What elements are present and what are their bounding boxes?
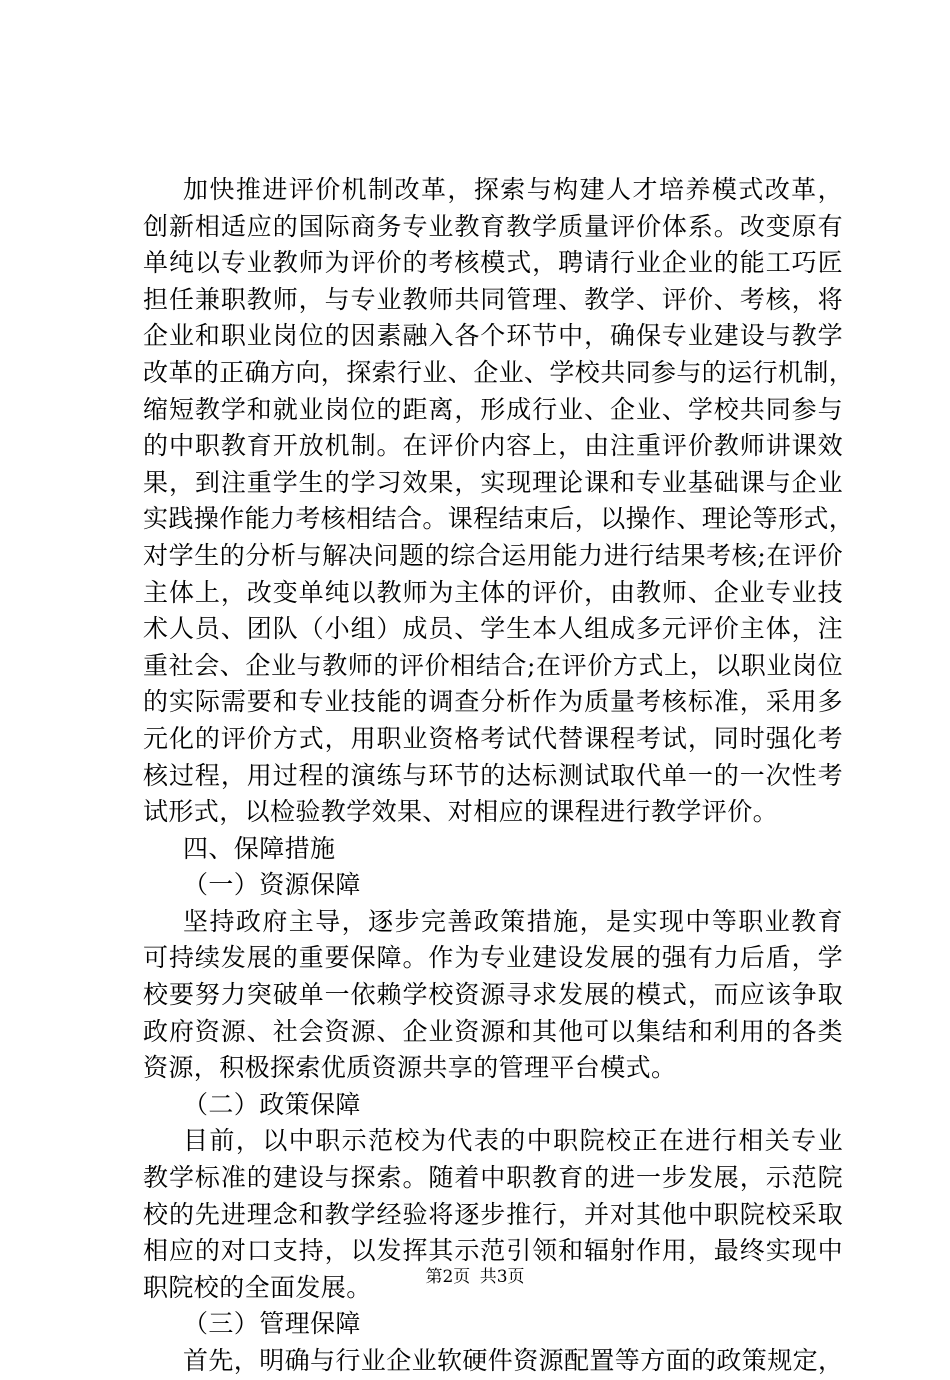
text-line: 改革的正确方向，探索行业、企业、学校共同参与的运行机制， bbox=[143, 357, 855, 387]
text-line: 单纯以专业教师为评价的考核模式，聘请行业企业的能工巧匠 bbox=[143, 248, 843, 278]
text-line: 坚持政府主导，逐步完善政策措施，是实现中等职业教育 bbox=[183, 906, 843, 936]
text-line: 主体上，改变单纯以教师为主体的评价，由教师、企业专业技 bbox=[143, 577, 843, 607]
text-line: 企业和职业岗位的因素融入各个环节中，确保专业建设与教学 bbox=[143, 321, 843, 351]
text-line: （二）政策保障 bbox=[183, 1089, 361, 1119]
text-line: 加快推进评价机制改革，探索与构建人才培养模式改革， bbox=[183, 175, 843, 204]
document-body bbox=[143, 172, 855, 1380]
text-line: 果，到注重学生的学习效果，实现理论课和专业基础课与企业 bbox=[143, 467, 843, 497]
text-line: 的实际需要和专业技能的调查分析作为质量考核标准，采用多 bbox=[143, 687, 843, 717]
text-line: （一）资源保障 bbox=[183, 870, 361, 900]
text-line: 目前，以中职示范校为代表的中职院校正在进行相关专业 bbox=[183, 1126, 843, 1156]
text-line: 元化的评价方式，用职业资格考试代替课程考试，同时强化考 bbox=[143, 723, 843, 753]
text-line: 四、保障措施 bbox=[183, 833, 336, 863]
text-line: （三）管理保障 bbox=[183, 1309, 361, 1339]
text-line: 创新相适应的国际商务专业教育教学质量评价体系。改变原有 bbox=[143, 211, 843, 241]
text-line: 资源，积极探索优质资源共享的管理平台模式。 bbox=[143, 1053, 677, 1083]
page-footer bbox=[0, 1262, 950, 1287]
text-line: 实践操作能力考核相结合。课程结束后，以操作、理论等形式， bbox=[143, 504, 855, 534]
page-total: 共3页 bbox=[479, 1267, 525, 1287]
text-line: 校要努力突破单一依赖学校资源寻求发展的模式，而应该争取 bbox=[143, 980, 843, 1010]
text-line: 核过程，用过程的演练与环节的达标测试取代单一的一次性考 bbox=[143, 760, 843, 790]
text-line: 对学生的分析与解决问题的综合运用能力进行结果考核;在评价 bbox=[143, 540, 843, 570]
text-line: 的中职教育开放机制。在评价内容上，由注重评价教师讲课效 bbox=[143, 431, 843, 461]
text-line: 教学标准的建设与探索。随着中职教育的进一步发展，示范院 bbox=[143, 1163, 843, 1193]
text-line: 校的先进理念和教学经验将逐步推行，并对其他中职院校采取 bbox=[143, 1199, 843, 1229]
text-line: 试形式，以检验教学效果、对相应的课程进行教学评价。 bbox=[143, 797, 779, 827]
page-number: 第2页 bbox=[425, 1267, 471, 1287]
text-line: 首先，明确与行业企业软硬件资源配置等方面的政策规定， bbox=[183, 1346, 844, 1375]
text-line: 职院校的全面发展。 bbox=[143, 1272, 372, 1302]
text-line: 政府资源、社会资源、企业资源和其他可以集结和利用的各类 bbox=[143, 1016, 843, 1046]
text-line: 重社会、企业与教师的评价相结合;在评价方式上，以职业岗位 bbox=[143, 650, 843, 680]
text-line: 相应的对口支持，以发挥其示范引领和辐射作用，最终实现中 bbox=[143, 1236, 843, 1266]
text-line: 缩短教学和就业岗位的距离，形成行业、企业、学校共同参与 bbox=[143, 394, 843, 424]
text-line: 术人员、团队（小组）成员、学生本人组成多元评价主体，注 bbox=[143, 614, 843, 644]
text-line: 担任兼职教师，与专业教师共同管理、教学、评价、考核，将 bbox=[143, 284, 843, 314]
text-line: 可持续发展的重要保障。作为专业建设发展的强有力后盾，学 bbox=[143, 943, 843, 973]
